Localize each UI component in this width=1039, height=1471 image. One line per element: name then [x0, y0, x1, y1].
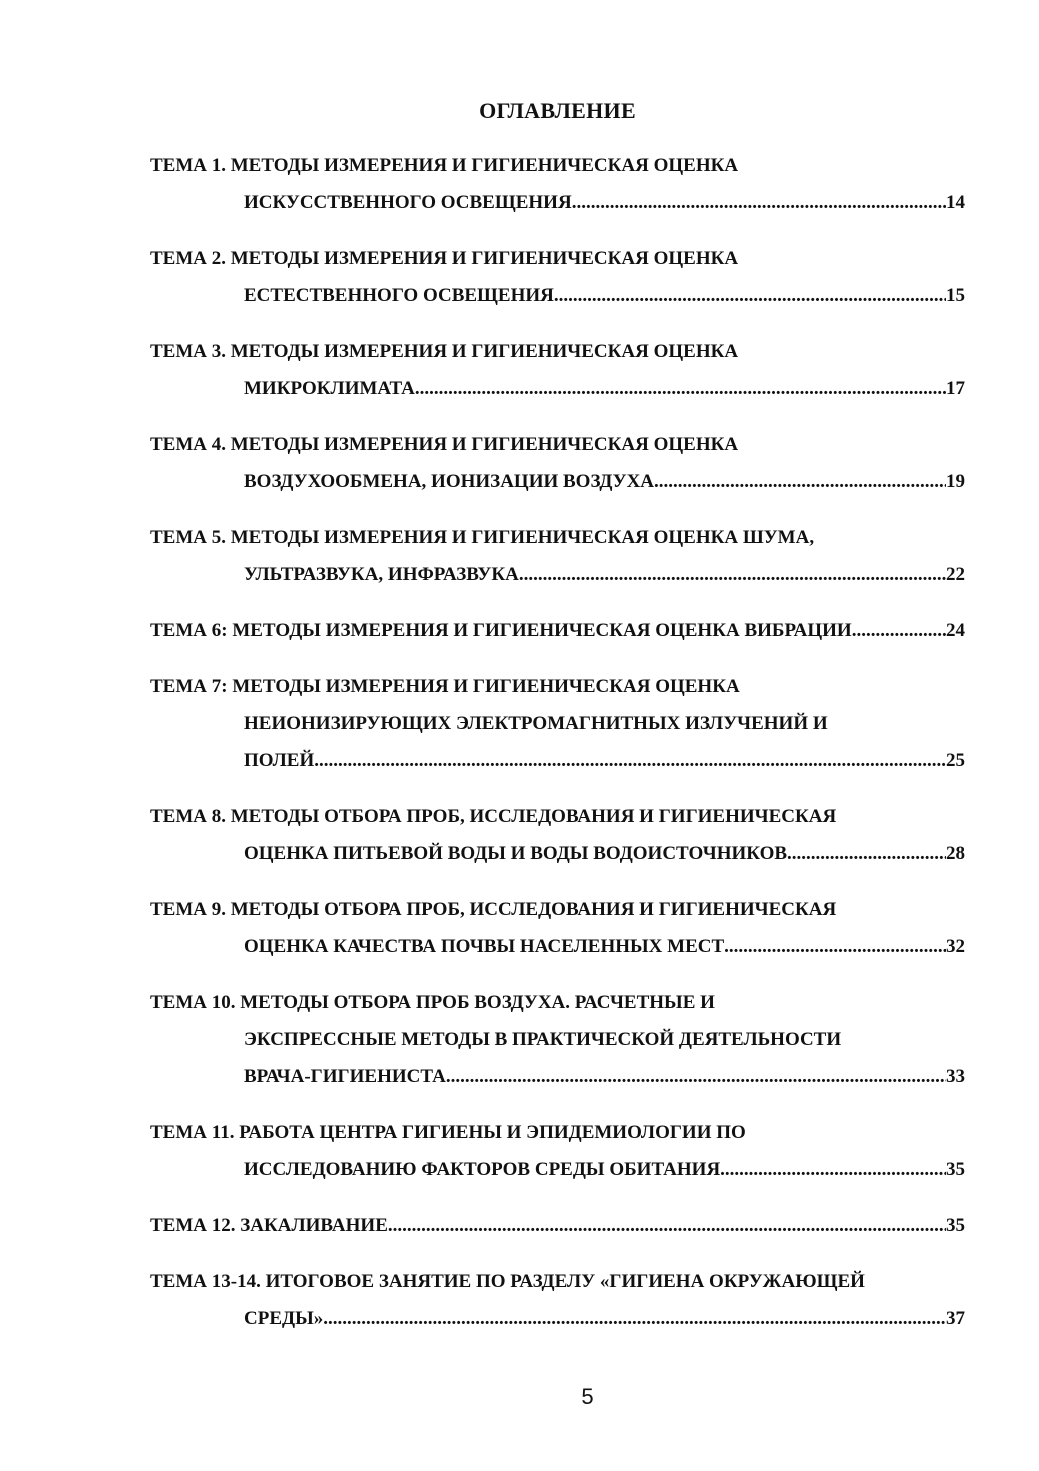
toc-entry-page-number: 35: [946, 1159, 965, 1180]
toc-entry-page-number: 28: [946, 843, 965, 864]
toc-entry-page-number: 25: [946, 750, 965, 771]
dot-leader: [323, 1300, 946, 1337]
toc-entry-title-text: ВРАЧА-ГИГИЕНИСТА: [244, 1066, 446, 1087]
toc-entry[interactable]: [150, 984, 965, 1095]
toc-entry-page-number: 15: [946, 285, 965, 306]
dot-leader: [852, 612, 946, 649]
toc-entry-title-text: ОЦЕНКА КАЧЕСТВА ПОЧВЫ НАСЕЛЕННЫХ МЕСТ: [244, 936, 725, 957]
toc-entry-heading-line: НЕИОНИЗИРУЮЩИХ ЭЛЕКТРОМАГНИТНЫХ ИЗЛУЧЕНИЙ И: [244, 713, 828, 734]
toc-entry-heading-line: ТЕМА 13-14. ИТОГОВОЕ ЗАНЯТИЕ ПО РАЗДЕЛУ «ГИГИЕНА ОКРУЖАЮЩЕЙ: [150, 1271, 865, 1292]
toc-entry-title-text: УЛЬТРАЗВУКА, ИНФРАЗВУКА: [244, 564, 519, 585]
toc-entry-page-number: 24: [946, 620, 965, 641]
toc-entry[interactable]: [150, 612, 965, 649]
toc-entry[interactable]: [150, 1207, 965, 1244]
dot-leader: [519, 556, 946, 593]
toc-entry-last-line: [150, 1300, 965, 1337]
toc-entry-heading-line: ТЕМА 2. МЕТОДЫ ИЗМЕРЕНИЯ И ГИГИЕНИЧЕСКАЯ ОЦЕНКА: [150, 248, 739, 269]
toc-entry-last-line: [150, 277, 965, 314]
toc-entry-heading-line: ЭКСПРЕССНЫЕ МЕТОДЫ В ПРАКТИЧЕСКОЙ ДЕЯТЕЛЬНОСТИ: [244, 1029, 842, 1050]
toc-entry-title-text: ПОЛЕЙ: [244, 750, 315, 771]
toc-entry[interactable]: [150, 891, 965, 965]
toc-entry[interactable]: [150, 798, 965, 872]
toc-entry-last-line: [150, 835, 965, 872]
toc-entry-page-number: 35: [946, 1215, 965, 1236]
toc-entry-page-number: 37: [946, 1308, 965, 1329]
toc-entry-title-text: ВОЗДУХООБМЕНА, ИОНИЗАЦИИ ВОЗДУХА: [244, 471, 655, 492]
toc-entry-last-line: [150, 1207, 965, 1244]
toc-entry[interactable]: [150, 519, 965, 593]
toc-entry-heading-line: ТЕМА 1. МЕТОДЫ ИЗМЕРЕНИЯ И ГИГИЕНИЧЕСКАЯ ОЦЕНКА: [150, 155, 739, 176]
toc-entry-last-line: [150, 742, 965, 779]
dot-leader: [720, 1151, 946, 1188]
toc-title: ОГЛАВЛЕНИЕ: [479, 98, 636, 123]
toc-entry-title-text: ЕСТЕСТВЕННОГО ОСВЕЩЕНИЯ: [244, 285, 554, 306]
toc-entry-last-line: [150, 556, 965, 593]
toc-entry-title-text: ТЕМА 6: МЕТОДЫ ИЗМЕРЕНИЯ И ГИГИЕНИЧЕСКАЯ ОЦЕНКА ВИБРАЦИИ: [150, 620, 852, 641]
toc-entry-title-text: СРЕДЫ»: [244, 1308, 324, 1329]
toc-entry-page-number: 17: [946, 378, 965, 399]
toc-entry-page-number: 19: [946, 471, 965, 492]
toc-entry[interactable]: [150, 1114, 965, 1188]
dot-leader: [724, 928, 946, 965]
toc-entry-title-text: ОЦЕНКА ПИТЬЕВОЙ ВОДЫ И ВОДЫ ВОДОИСТОЧНИКОВ: [244, 843, 788, 864]
toc-entry-heading-line: ТЕМА 5. МЕТОДЫ ИЗМЕРЕНИЯ И ГИГИЕНИЧЕСКАЯ ОЦЕНКА ШУМА,: [150, 527, 815, 548]
dot-leader: [654, 463, 946, 500]
toc-entry[interactable]: [150, 668, 965, 779]
toc-entry-title-text: ИСКУССТВЕННОГО ОСВЕЩЕНИЯ: [244, 192, 572, 213]
toc-entry-title-text: ТЕМА 12. ЗАКАЛИВАНИЕ: [150, 1215, 388, 1236]
toc-list: [150, 147, 965, 1356]
toc-entry-heading-line: ТЕМА 7: МЕТОДЫ ИЗМЕРЕНИЯ И ГИГИЕНИЧЕСКАЯ ОЦЕНКА: [150, 676, 740, 697]
toc-entry[interactable]: [150, 426, 965, 500]
dot-leader: [415, 370, 946, 407]
toc-entry-page-number: 33: [946, 1066, 965, 1087]
toc-entry[interactable]: [150, 1263, 965, 1337]
toc-entry-heading-line: ТЕМА 9. МЕТОДЫ ОТБОРА ПРОБ, ИССЛЕДОВАНИЯ И ГИГИЕНИЧЕСКАЯ: [150, 899, 837, 920]
toc-entry-last-line: [150, 928, 965, 965]
dot-leader: [314, 742, 946, 779]
page-number: 5: [581, 1384, 594, 1409]
toc-entry-heading-line: ТЕМА 4. МЕТОДЫ ИЗМЕРЕНИЯ И ГИГИЕНИЧЕСКАЯ ОЦЕНКА: [150, 434, 739, 455]
toc-entry[interactable]: [150, 240, 965, 314]
dot-leader: [572, 184, 946, 221]
toc-entry-last-line: [150, 370, 965, 407]
dot-leader: [554, 277, 946, 314]
toc-entry-heading-line: ТЕМА 10. МЕТОДЫ ОТБОРА ПРОБ ВОЗДУХА. РАСЧЕТНЫЕ И: [150, 992, 715, 1013]
toc-entry-page-number: 32: [946, 936, 965, 957]
dot-leader: [787, 835, 946, 872]
toc-entry-heading-line: ТЕМА 11. РАБОТА ЦЕНТРА ГИГИЕНЫ И ЭПИДЕМИОЛОГИИ ПО: [150, 1122, 746, 1143]
dot-leader: [388, 1207, 946, 1244]
dot-leader: [446, 1058, 946, 1095]
toc-entry-heading-line: ТЕМА 8. МЕТОДЫ ОТБОРА ПРОБ, ИССЛЕДОВАНИЯ И ГИГИЕНИЧЕСКАЯ: [150, 806, 837, 827]
toc-entry-title-text: МИКРОКЛИМАТА: [244, 378, 415, 399]
toc-entry-heading-line: ТЕМА 3. МЕТОДЫ ИЗМЕРЕНИЯ И ГИГИЕНИЧЕСКАЯ ОЦЕНКА: [150, 341, 739, 362]
toc-entry-title-text: ИССЛЕДОВАНИЮ ФАКТОРОВ СРЕДЫ ОБИТАНИЯ: [244, 1159, 721, 1180]
toc-entry-last-line: [150, 1058, 965, 1095]
toc-entry-last-line: [150, 1151, 965, 1188]
toc-entry-last-line: [150, 612, 965, 649]
toc-entry-last-line: [150, 184, 965, 221]
toc-entry[interactable]: [150, 147, 965, 221]
toc-entry-page-number: 14: [946, 192, 965, 213]
toc-entry-last-line: [150, 463, 965, 500]
toc-entry[interactable]: [150, 333, 965, 407]
toc-entry-page-number: 22: [946, 564, 965, 585]
